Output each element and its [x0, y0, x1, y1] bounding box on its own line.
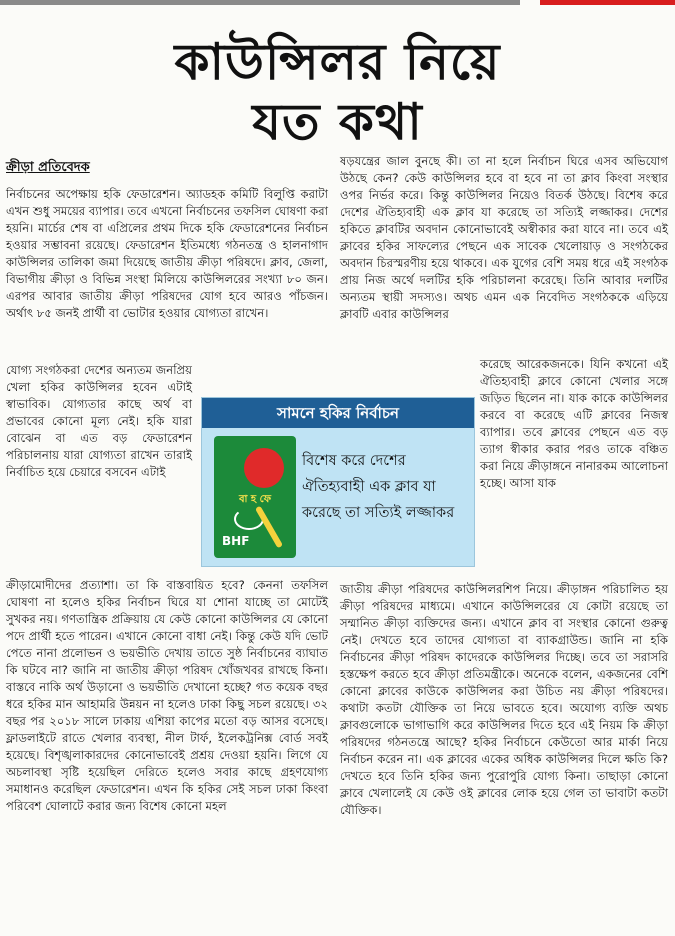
red-disc-icon — [244, 448, 284, 488]
byline: ক্রীড়া প্রতিবেদক — [6, 160, 90, 175]
paragraph: জাতীয় ক্রীড়া পরিষদের কাউন্সিলরশিপ নিয়ে। ক্রীড়াঙ্গন পরিচালিত হয় ক্রীড়া পরিষদের মাধ্যমে। এখানে কাউন্সিলরের যে কোটা রয়েছে তা সম্মানিত ক্রীড়া ব্যক্তিদের জন্য। এখানে ক্লাব বা সংস্থার কোনো গুরুত্ব নেই। দেখতে হবে তাদের যোগ্যতা বা ব্যাকগ্রাউন্ড। জানি না হকি নির্বাচনের ক্রীড়া পরিষদ কাদেরকে কাউন্সিলর দিচ্ছে। তবে তা সরাসরি হস্তক্ষেপ করতে হবে ক্রীড়া প্রতিমন্ত্রীকে। অনেকে বলেন, একজনের বেশি কোনো ক্লাবের কাউকে কাউন্সিলর করা উচিত নয় ক্রীড়া পরিষদের। কথাটা কতটা যৌক্তিক তা নিয়ে ভাবতে হবে। অযোগ্য ব্যক্তি অথচ ক্লাবগুলোকে ভাগাভাগি করে কাউন্সিলর দিতে হবে এই নিয়ম কি ক্রীড়া পরিষদের গঠনতন্ত্রে আছে? হকির নির্বাচনে কেউতো আর মার্কা নিয়ে নির্বাচন করেন না। এক ক্লাবের একের অধিক কাউন্সিলর দিলে ক্ষতি কি? দেখতে হবে তিনি হকির জন্য পুরোপুরি যোগ্য কিনা। তাছাড়া কোনো ক্লাবে খেলালেই যে কেউ ওই ক্লাবের লোক হয়ে গেল তা ভাবাটা কতটা যৌক্তিক। — [340, 582, 668, 817]
headline-line-1: কাউন্সিলর নিয়ে — [174, 33, 501, 91]
paragraph: ষড়যন্ত্রের জাল বুনছে কী। তা না হলে নির্বাচন ঘিরে এসব অভিযোগ উঠছে কেন? কেউ কাউন্সিলর হবে বা হবে না তা ক্লাব কিংবা সংস্থার ওপর নির্ভর করে। কিন্তু কাউন্সিলর নিয়েও বিতর্ক উঠছে। বিশেষ করে দেশের ঐতিহ্যবাহী এক ক্লাব যা করেছে তা সত্যিই লজ্জাকর। দেশের হকিতে ক্লাবটির অবদান কোনোভাবেই অস্বীকার করা যাবে না। তবে এই ক্লাবের হকির সাফল্যের পেছনে এক সাবেক খেলোয়াড় ও সংগঠকের অবদান চিরস্মরণীয় হয়ে থাকবে। এক যুগের বেশি সময় ধরে এই সংগঠক প্রায় নিজ অর্থে দলটির হকি পরিচালনা করেছে। তিনি আবার দলটির অন্যতম স্থায়ী সদস্যও। অথচ এমন এক নিবেদিত সংগঠককে এড়িয়ে ক্লাবটি এবার কাউন্সিলর — [340, 154, 668, 321]
paragraph: করেছে আরেকজনকে। যিনি কখনো এই ঐতিহ্যবাহী ক্লাবে কোনো খেলার সঙ্গে জড়িত ছিলেন না। যাক কাকে কাউন্সিলর করবে বা করেছে এটি ক্লাবের নিজস্ব ব্যাপার। তবে ক্লাবের পেছনে এত বড় ত্যাগ স্বীকার করার পরও তাকে বঞ্চিত করা নিয়ে ক্রীড়াঙ্গনে নানারকম আলোচনা হচ্ছে। আসা যাক — [480, 357, 668, 490]
body-column-left-top — [6, 186, 328, 322]
hockey-federation-logo — [214, 436, 296, 558]
pull-quote-header: সামনে হকির নির্বাচন — [202, 398, 474, 428]
top-rule-red — [540, 0, 675, 5]
pull-quote-text: বিশেষ করে দেশের ঐতিহ্যবাহী এক ক্লাব যা করেছে তা সত্যিই লজ্জাকর — [302, 453, 455, 521]
paragraph: ক্রীড়ামোদীদের প্রত্যাশা। তা কি বাস্তবায়িত হবে? কেননা তফসিল ঘোষণা না হলেও হকির নির্বাচন ঘিরে যা শোনা যাচ্ছে তা মোটেই সুখকর নয়। গণতান্ত্রিক প্রক্রিয়ায় যে কেউ কোনো কাউন্সিলর যে কোনো পদে প্রার্থী হতে পারেন। এখানে কোনো বাধা নেই। কিন্তু কেউ যদি ভোট পেতে নানা প্রলোভন ও ভয়ভীতি দেখায় তাতে সুষ্ঠ নির্বাচনের ব্যাঘাত কি ঘটবে না? জানি না জাতীয় ক্রীড়া পরিষদ খোঁজখবর রাখছে কিনা। বাস্তবে নাকি অর্থ উড়ানো ও ভয়ভীতি দেখানো হচ্ছে? গত কয়েক বছর ধরে হকির মান আহামরি উন্নয়ন না হলেও ঢাকা কিছু সচল রয়েছে। ৩২ বছর পর ২০১৮ সালে ঢাকায় এশিয়া কাপের মতো বড় আসর বসেছে। ফ্লাডলাইটে রাতে খেলার ব্যবস্থা, নীল টার্ফ, ইলেকট্রনিক্স বোর্ড সবই হয়েছে। বিশৃঙ্খলাকারদের কোনোভাবেই প্রশ্রয় দেওয়া হয়নি। লিগে যে অচলাবস্থা সৃষ্টি হয়েছিল দেরিতে হলেও সবার কাছে গ্রহণযোগ্য সমাধানও করেছিল ফেডারেশন। এখন কি হকির সেই সচল ঢাকা কিংবা পরিবেশ ঘোলাটে করার জন্য বিশেষ কোনো মহল — [6, 578, 328, 813]
body-column-right-wrap — [480, 356, 668, 492]
headline-line-2: যত কথা — [252, 93, 423, 151]
body-column-right-bottom — [340, 581, 668, 819]
logo-abbreviation: BHF — [222, 534, 250, 548]
logo-top-text: বা হ ফে — [238, 494, 272, 505]
body-column-left-wrap — [6, 362, 192, 481]
article-headline — [0, 32, 675, 152]
pull-quote-box — [201, 397, 475, 567]
paragraph: যোগ্য সংগঠকরা দেশের অন্যতম জনপ্রিয় খেলা হকির কাউন্সিলর হবেন এটাই স্বাভাবিক। যোগ্যতার কাছে অর্থ বা প্রভাবের কোনো মূল্য নেই। হকি যারা বোঝেন বা এত বড় ফেডারেশন পরিচালনায় যারা যোগ্যতা রাখেন তারাই নির্বাচিত হয়ে চেয়ারে বসবেন এটাই — [6, 363, 192, 479]
body-column-right-top — [340, 153, 668, 323]
body-column-left-bottom — [6, 577, 328, 815]
paragraph: নির্বাচনের অপেক্ষায় হকি ফেডারেশন। অ্যাডহক কমিটি বিলুপ্তি করাটা এখন শুধু সময়ের ব্যাপার। তবে এখনো নির্বাচনের তফসিল ঘোষণা করা হয়নি। মার্চের শেষ বা এপ্রিলের প্রথম দিকে হকি ফেডারেশনের নির্বাচন হওয়ার সম্ভাবনা রয়েছে। ফেডারেশন ইতিমধ্যে গঠনতন্ত্র ও হালনাগাদ কাউন্সিলর তালিকা জমা দিয়েছে জাতীয় ক্রীড়া পরিষদে। ক্লাব, জেলা, বিভাগীয় ক্রীড়া ও বিভিন্ন সংস্থা মিলিয়ে কাউন্সিলরের সংখ্যা ৮০ জন। এরপর আবার জাতীয় ক্রীড়া পরিষদের যোগ হবে আরও পাঁচজন। অর্থাৎ ৮৫ জনই প্রার্থী বা ভোটার হওয়ার যোগ্যতা রাখেন। — [6, 187, 328, 320]
top-rule-gray — [0, 0, 520, 5]
